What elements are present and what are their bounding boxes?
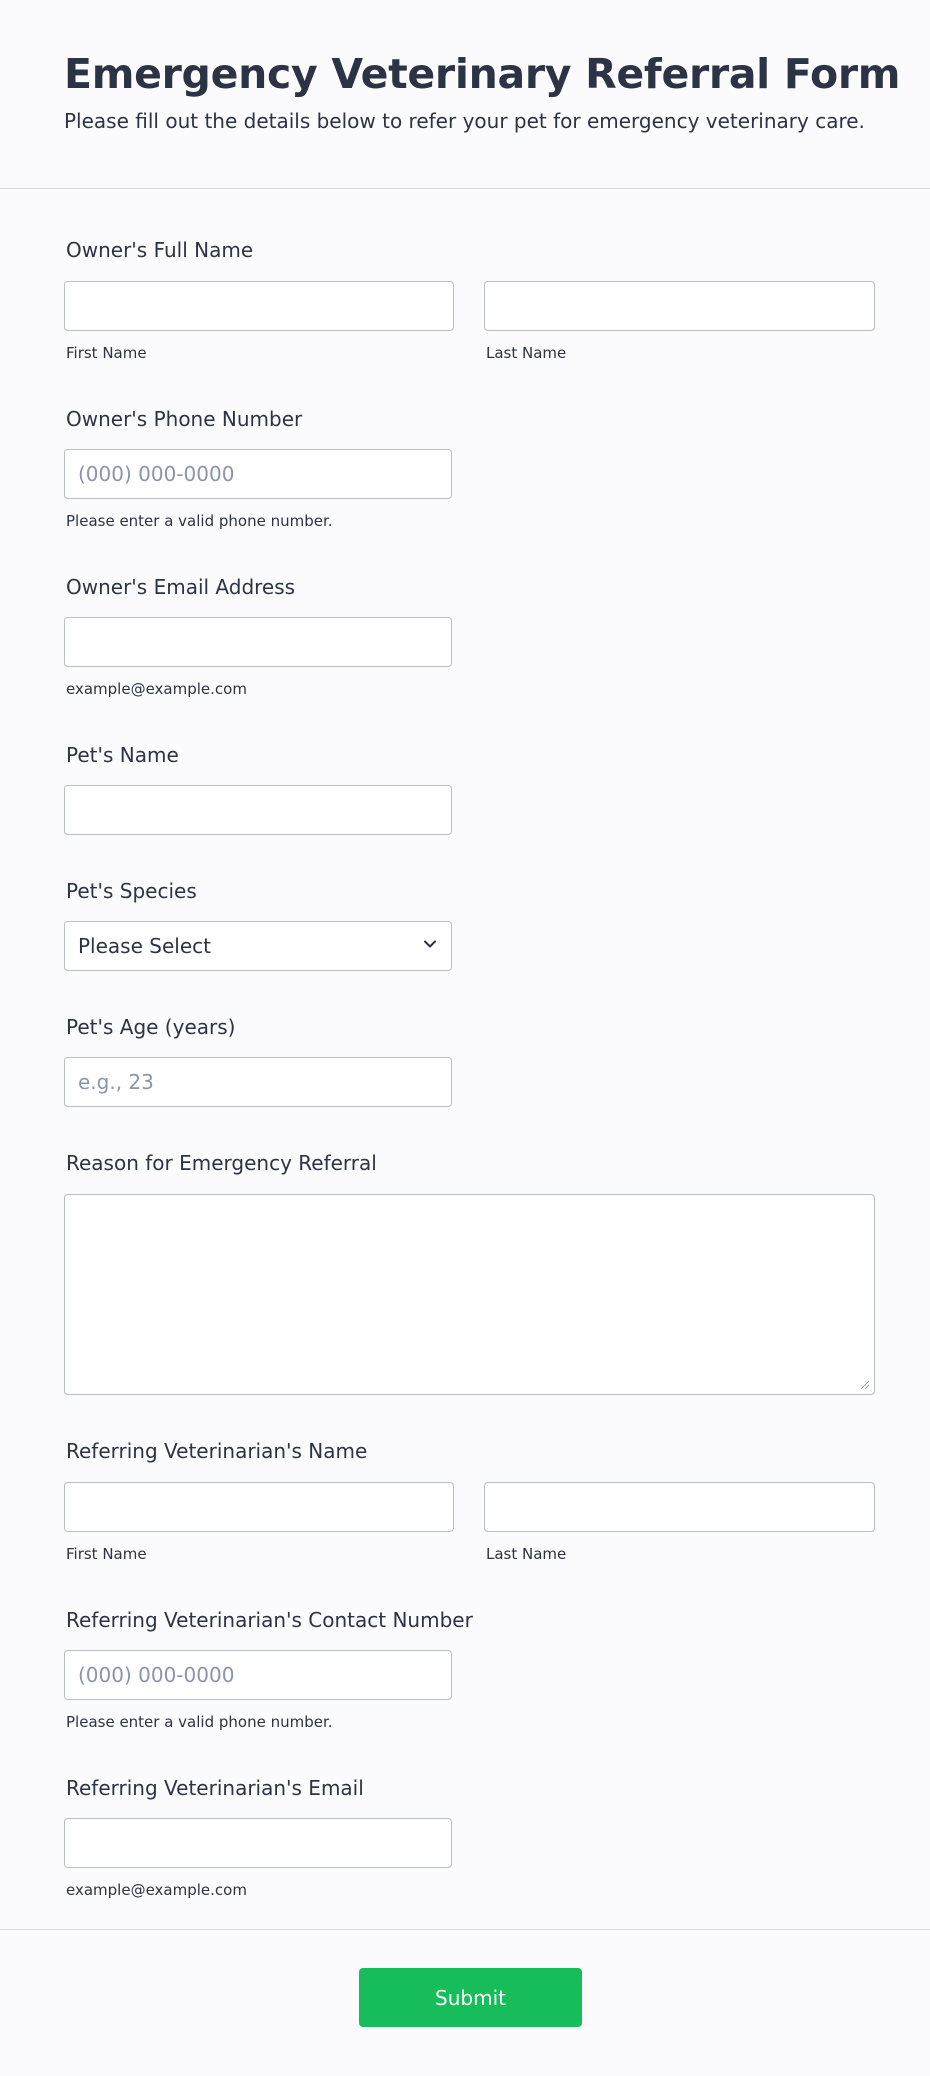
reason-textarea[interactable] — [64, 1194, 875, 1395]
vet-email-sublabel: example@example.com — [66, 1881, 247, 1899]
owner-email-input[interactable] — [64, 617, 452, 667]
pet-species-selected-value: Please Select — [78, 934, 211, 958]
reason-label: Reason for Emergency Referral — [66, 1151, 377, 1175]
page-subtitle: Please fill out the details below to refer your pet for emergency veterinary care. — [64, 109, 865, 133]
owner-email-sublabel: example@example.com — [66, 680, 247, 698]
vet-last-name-input[interactable] — [484, 1482, 875, 1532]
vet-first-name-input[interactable] — [64, 1482, 454, 1532]
owner-last-name-sublabel: Last Name — [486, 344, 567, 362]
vet-email-label: Referring Veterinarian's Email — [66, 1776, 364, 1800]
pet-age-label: Pet's Age (years) — [66, 1015, 236, 1039]
resize-handle-icon[interactable] — [858, 1378, 870, 1390]
owner-last-name-input[interactable] — [484, 281, 875, 331]
pet-name-input[interactable] — [64, 785, 452, 835]
owner-name-label: Owner's Full Name — [66, 238, 254, 262]
owner-first-name-sublabel: First Name — [66, 344, 147, 362]
owner-phone-label: Owner's Phone Number — [66, 407, 303, 431]
form-header — [0, 0, 930, 189]
page-title: Emergency Veterinary Referral Form — [64, 50, 901, 98]
owner-phone-input[interactable] — [64, 449, 452, 499]
submit-button[interactable]: Submit — [359, 1968, 582, 2027]
vet-last-name-sublabel: Last Name — [486, 1545, 567, 1563]
pet-species-select[interactable] — [64, 921, 452, 971]
pet-species-label: Pet's Species — [66, 879, 197, 903]
vet-first-name-sublabel: First Name — [66, 1545, 147, 1563]
vet-phone-label: Referring Veterinarian's Contact Number — [66, 1608, 473, 1632]
pet-name-label: Pet's Name — [66, 743, 179, 767]
pet-age-input[interactable] — [64, 1057, 452, 1107]
chevron-down-icon — [423, 937, 437, 951]
vet-phone-sublabel: Please enter a valid phone number. — [66, 1713, 333, 1731]
owner-email-label: Owner's Email Address — [66, 575, 296, 599]
owner-first-name-input[interactable] — [64, 281, 454, 331]
vet-name-label: Referring Veterinarian's Name — [66, 1439, 368, 1463]
vet-email-input[interactable] — [64, 1818, 452, 1868]
owner-phone-sublabel: Please enter a valid phone number. — [66, 512, 333, 530]
vet-phone-input[interactable] — [64, 1650, 452, 1700]
